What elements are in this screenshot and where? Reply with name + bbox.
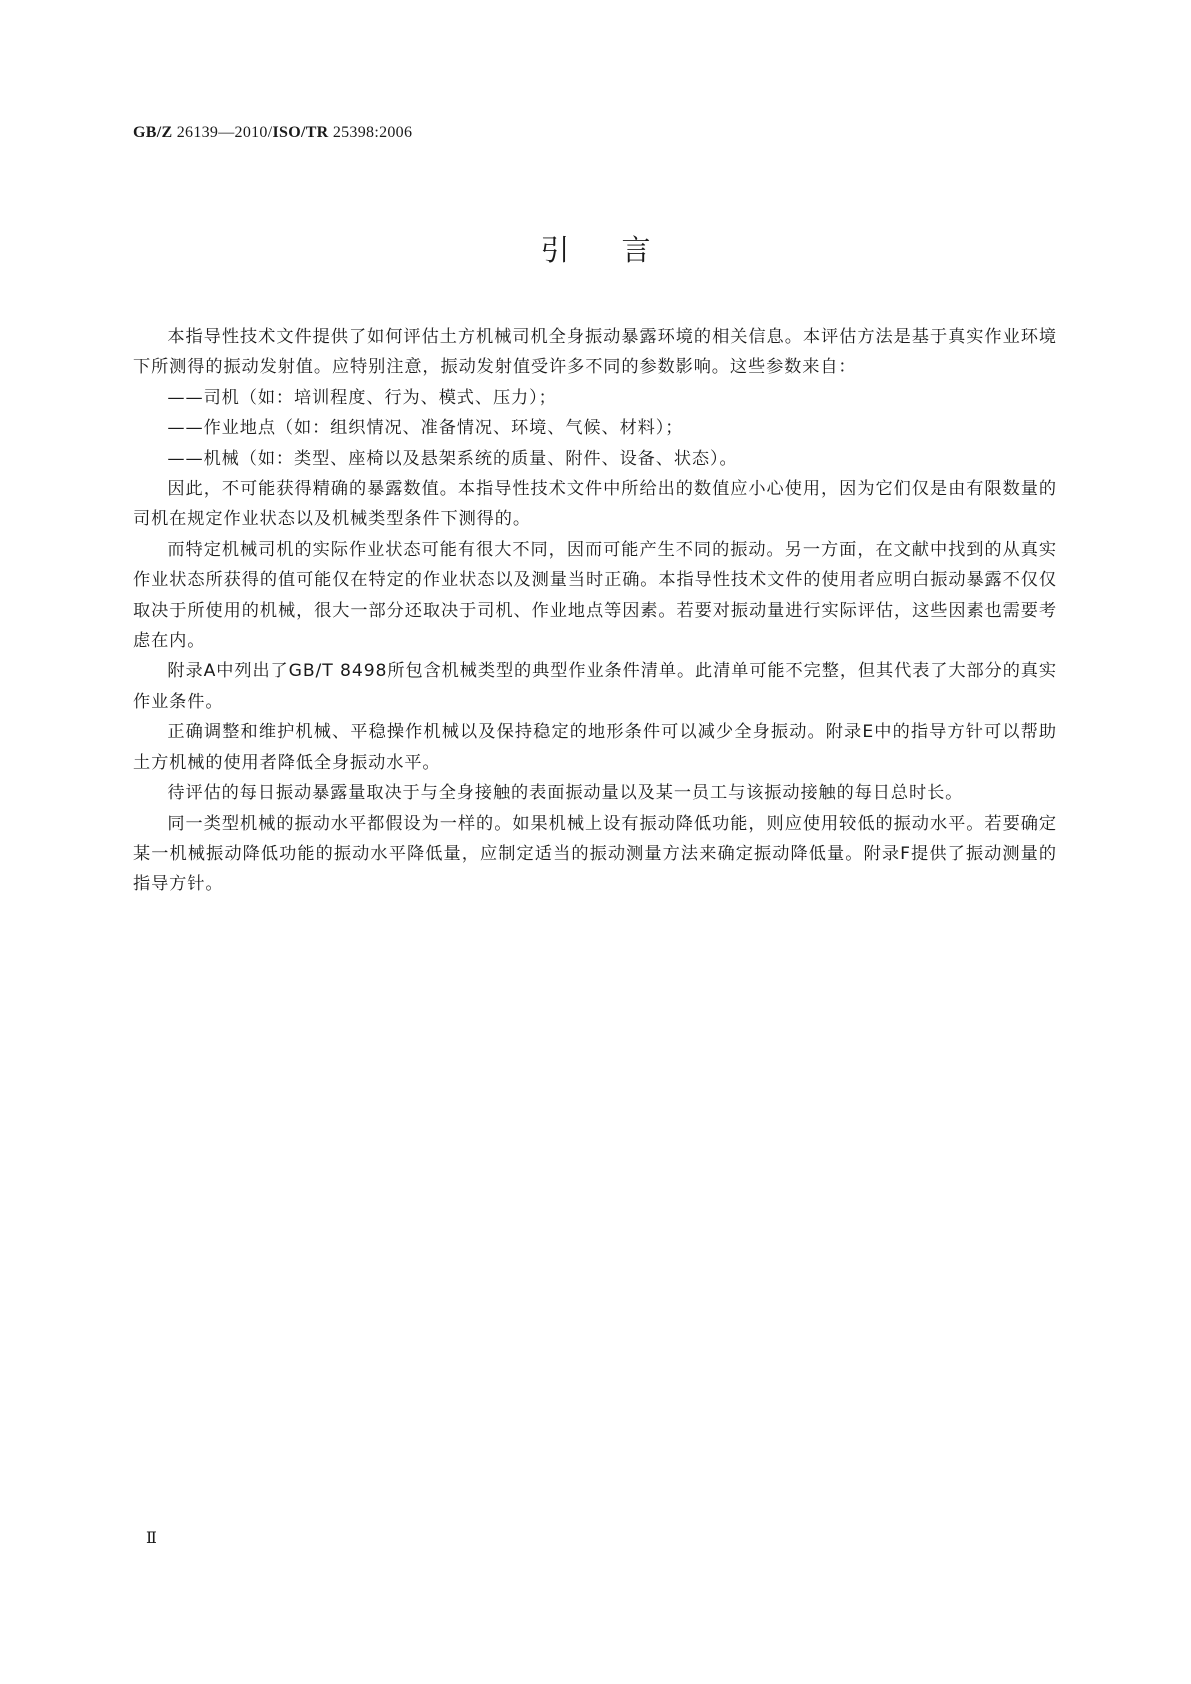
paragraph: 因此，不可能获得精确的暴露数值。本指导性技术文件中所给出的数值应小心使用，因为它们仅是由有限数量的司机在规定作业状态以及机械类型条件下测得的。 bbox=[133, 479, 1057, 530]
body-text bbox=[133, 322, 1057, 900]
list-item: ——作业地点（如：组织情况、准备情况、环境、气候、材料）； bbox=[167, 418, 684, 439]
paragraph: 附录A中列出了GB/T 8498所包含机械类型的典型作业条件清单。此清单可能不完整，但其代表了大部分的真实作业条件。 bbox=[133, 661, 1057, 712]
paragraph: 待评估的每日振动暴露量取决于与全身接触的表面振动量以及某一员工与该振动接触的每日总时长。 bbox=[167, 783, 964, 804]
page-number: Ⅱ bbox=[146, 1530, 157, 1547]
paragraph: 正确调整和维护机械、平稳操作机械以及保持稳定的地形条件可以减少全身振动。附录E中的指导方针可以帮助土方机械的使用者降低全身振动水平。 bbox=[133, 722, 1057, 773]
list-item: ——机械（如：类型、座椅以及悬架系统的质量、附件、设备、状态）。 bbox=[167, 448, 738, 469]
code-number-gb: 26139—2010/ bbox=[172, 124, 273, 141]
paragraph: 而特定机械司机的实际作业状态可能有很大不同，因而可能产生不同的振动。另一方面，在文献中找到的从真实作业状态所获得的值可能仅在特定的作业状态以及测量当时正确。本指导性技术文件的使用者应明白振动暴露不仅仅取决于所使用的机械，很大一部分还取决于司机、作业地点等因素。若要对振动量进行实际评估，这些因素也需要考虑在内。 bbox=[133, 539, 1057, 652]
list-item: ——司机（如：培训程度、行为、模式、压力）； bbox=[167, 387, 557, 408]
code-prefix-isotr: ISO/TR bbox=[272, 124, 329, 141]
paragraph: 同一类型机械的振动水平都假设为一样的。如果机械上设有振动降低功能，则应使用较低的振动水平。若要确定某一机械振动降低功能的振动水平降低量，应制定适当的振动测量方法来确定振动降低量。附录F提供了振动测量的指导方针。 bbox=[133, 813, 1057, 895]
code-prefix-gbz: GB/Z bbox=[133, 124, 173, 141]
page-title: 引言 bbox=[540, 233, 703, 267]
code-number-iso: 25398:2006 bbox=[328, 124, 413, 141]
document-code-header bbox=[133, 124, 412, 142]
paragraph: 本指导性技术文件提供了如何评估土方机械司机全身振动暴露环境的相关信息。本评估方法是基于真实作业环境下所测得的振动发射值。应特别注意，振动发射值受许多不同的参数影响。这些参数来自： bbox=[133, 327, 1057, 378]
